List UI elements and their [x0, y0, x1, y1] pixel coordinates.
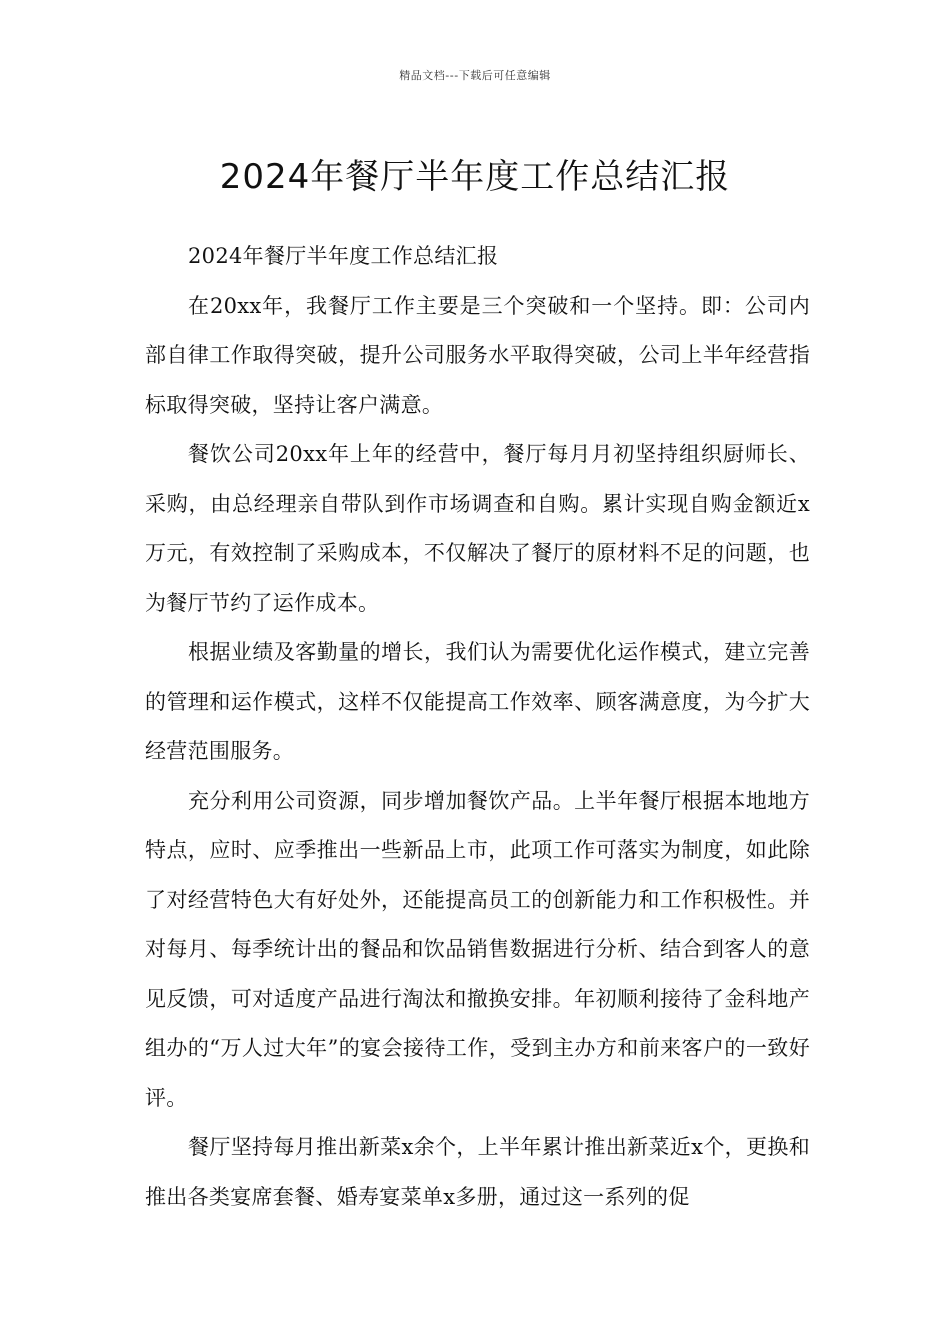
- paragraph-procurement: 餐饮公司20xx年上年的经营中，餐厅每月月初坚持组织厨师长、采购，由总经理亲自带队到作市场调查和自购。累计实现自购金额近x万元，有效控制了采购成本，不仅解决了餐厅的原材料不足的问题，也为餐厅节约了运作成本。: [145, 442, 810, 615]
- header-note: 精品文档---下载后可任意编辑: [399, 69, 551, 82]
- paragraph-operation-model: 根据业绩及客勤量的增长，我们认为需要优化运作模式，建立完善的管理和运作模式，这样不仅能提高工作效率、顾客满意度，为今扩大经营范围服务。: [145, 640, 810, 763]
- paragraph-overview: 在20xx年，我餐厅工作主要是三个突破和一个坚持。即：公司内部自律工作取得突破，提升公司服务水平取得突破，公司上半年经营指标取得突破，坚持让客户满意。: [145, 293, 810, 417]
- paragraph-subtitle: 2024年餐厅半年度工作总结汇报: [188, 244, 499, 268]
- paragraph-new-products: 充分利用公司资源，同步增加餐饮产品。上半年餐厅根据本地地方特点，应时、应季推出一些新品上市，此项工作可落实为制度，如此除了对经营特色大有好处外，还能提高员工的创新能力和工作积极性。并对每月、每季统计出的餐品和饮品销售数据进行分析、结合到客人的意见反馈，可对适度产品进行淘汰和撤换安排。年初顺利接待了金科地产组办的“万人过大年”的宴会接待工作，受到主办方和前来客户的一致好评。: [145, 788, 810, 1110]
- paragraph-new-dishes: 餐厅坚持每月推出新菜x余个，上半年累计推出新菜近x个，更换和推出各类宴席套餐、婚寿宴菜单x多册，通过这一系列的促: [145, 1135, 810, 1209]
- document-body: [145, 232, 810, 1222]
- document-title: 2024年餐厅半年度工作总结汇报: [219, 156, 731, 197]
